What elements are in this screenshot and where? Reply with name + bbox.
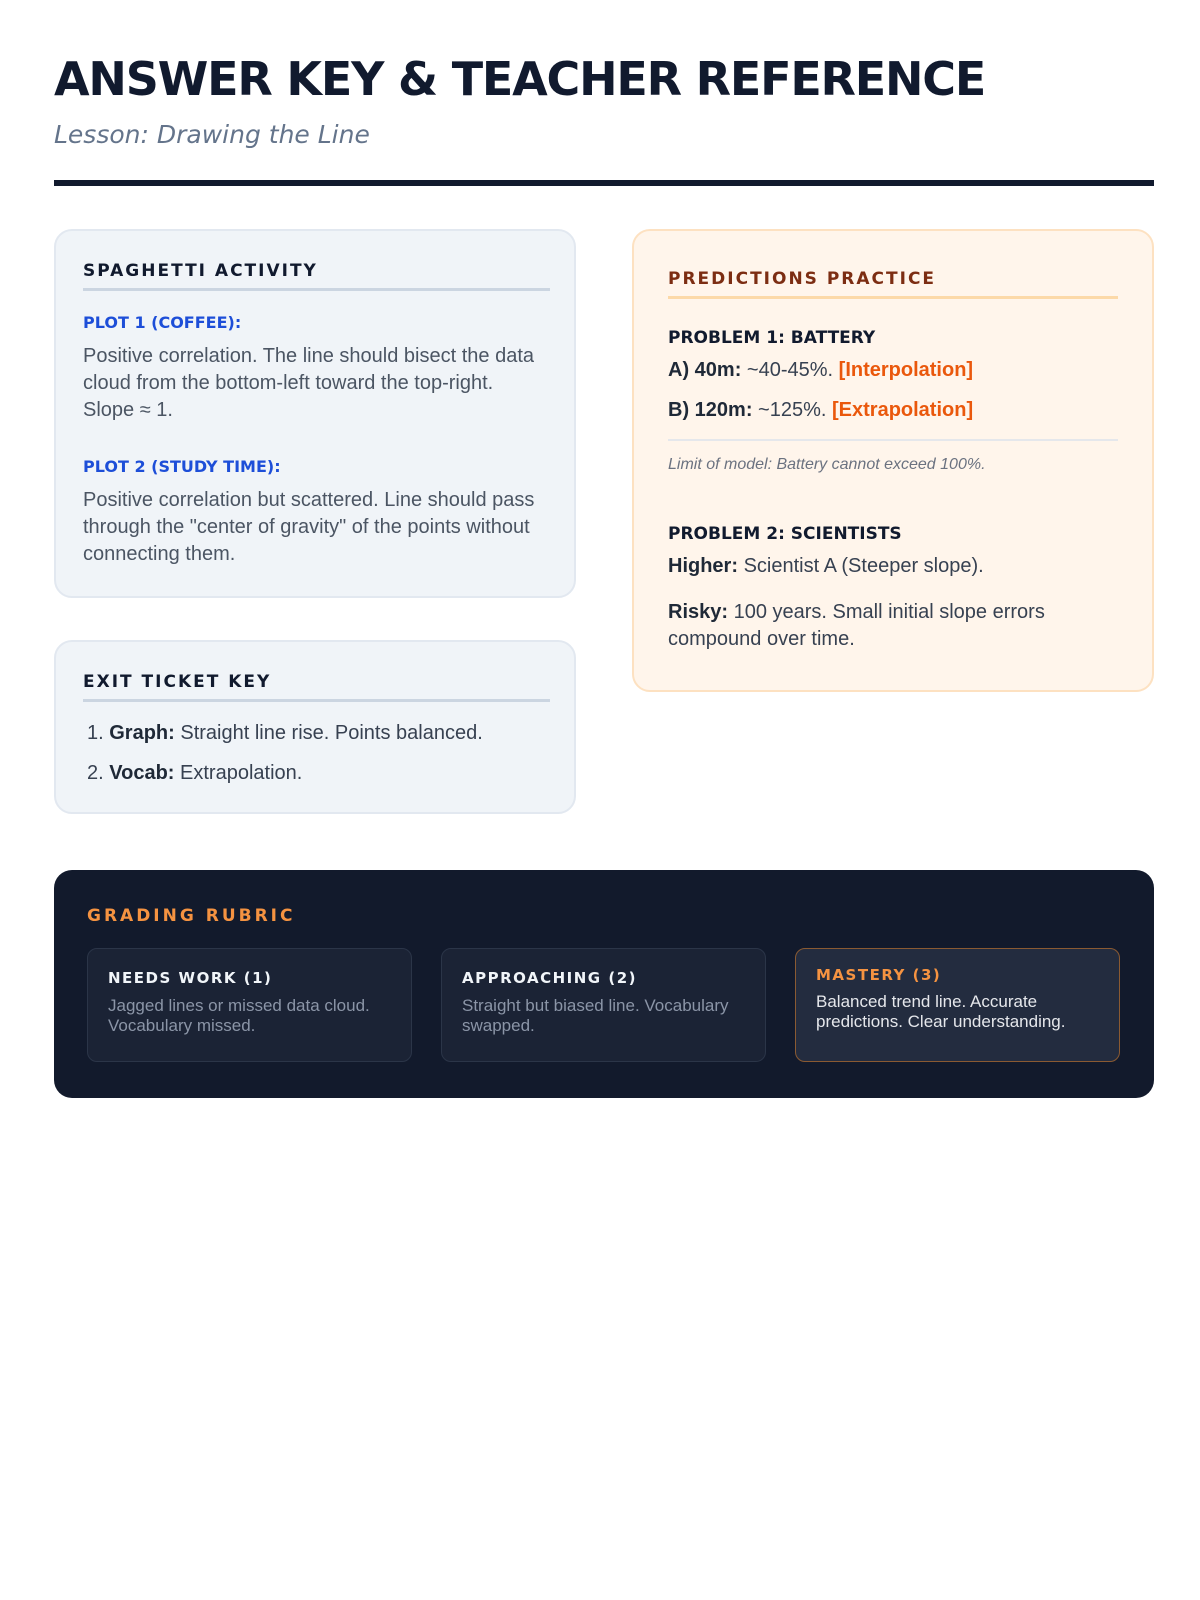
rubric-level-title: APPROACHING (2) bbox=[462, 969, 637, 987]
risky-answer: 100 years. Small initial slope errors compound over time. bbox=[668, 601, 1045, 650]
rubric-level-mastery bbox=[795, 948, 1120, 1062]
higher-answer: Scientist A (Steeper slope). bbox=[743, 555, 984, 577]
item-number: 2. bbox=[87, 762, 104, 784]
rubric-level-description: Jagged lines or missed data cloud. Vocabulary missed. bbox=[108, 996, 370, 1035]
answer-b-value: ~125%. bbox=[758, 399, 827, 421]
extrapolation-tag: [Extrapolation] bbox=[832, 399, 974, 421]
higher-label: Higher: bbox=[668, 555, 738, 577]
exit-ticket-item bbox=[87, 760, 302, 787]
item-number: 1. bbox=[87, 722, 104, 744]
answer-a-value: ~40-45%. bbox=[746, 359, 834, 381]
spaghetti-activity-heading: SPAGHETTI ACTIVITY bbox=[83, 261, 550, 291]
exit-ticket-heading: EXIT TICKET KEY bbox=[83, 672, 550, 702]
rubric-level-needs-work bbox=[87, 948, 412, 1062]
grading-rubric-panel bbox=[54, 870, 1154, 1098]
plot2-answer: Positive correlation but scattered. Line should pass through the "center of gravity" of the points without connecting them. bbox=[83, 489, 535, 565]
plot1-label: PLOT 1 (COFFEE): bbox=[83, 313, 242, 332]
interpolation-tag: [Interpolation] bbox=[838, 359, 974, 381]
problem1-title: PROBLEM 1: BATTERY bbox=[668, 328, 876, 348]
problem2-title: PROBLEM 2: SCIENTISTS bbox=[668, 524, 902, 544]
rubric-level-description: Straight but biased line. Vocabulary swapped. bbox=[462, 996, 729, 1035]
item-answer: Straight line rise. Points balanced. bbox=[180, 722, 483, 744]
item-label: Graph: bbox=[109, 722, 175, 744]
answer-a-label: A) 40m: bbox=[668, 359, 742, 381]
page-title: ANSWER KEY & TEACHER REFERENCE bbox=[54, 52, 986, 106]
problem1-answer-a bbox=[668, 357, 973, 384]
problem1-answer-b bbox=[668, 397, 973, 424]
problem2-risky bbox=[668, 599, 1108, 653]
title-divider bbox=[54, 180, 1154, 186]
plot2-label: PLOT 2 (STUDY TIME): bbox=[83, 457, 281, 476]
predictions-practice-card bbox=[632, 229, 1154, 692]
plot1-answer: Positive correlation. The line should bisect the data cloud from the bottom-left toward the top-right. Slope ≈ 1. bbox=[83, 345, 535, 421]
exit-ticket-item bbox=[87, 720, 483, 747]
lesson-subtitle: Lesson: Drawing the Line bbox=[54, 120, 370, 149]
problem2-higher bbox=[668, 553, 984, 580]
grading-rubric-heading: GRADING RUBRIC bbox=[87, 906, 296, 926]
item-answer: Extrapolation. bbox=[180, 762, 303, 784]
rubric-level-approaching bbox=[441, 948, 766, 1062]
model-limit-note: Limit of model: Battery cannot exceed 100%. bbox=[668, 456, 986, 473]
risky-label: Risky: bbox=[668, 601, 729, 623]
answer-b-label: B) 120m: bbox=[668, 399, 753, 421]
rubric-level-title: NEEDS WORK (1) bbox=[108, 969, 273, 987]
predictions-heading: PREDICTIONS PRACTICE bbox=[668, 269, 1118, 299]
exit-ticket-card bbox=[54, 640, 576, 814]
rubric-level-title: MASTERY (3) bbox=[816, 966, 942, 984]
spaghetti-activity-card bbox=[54, 229, 576, 598]
item-label: Vocab: bbox=[109, 762, 175, 784]
rubric-level-description: Balanced trend line. Accurate predictions. Clear understanding. bbox=[816, 992, 1066, 1031]
problem1-divider bbox=[668, 439, 1118, 441]
